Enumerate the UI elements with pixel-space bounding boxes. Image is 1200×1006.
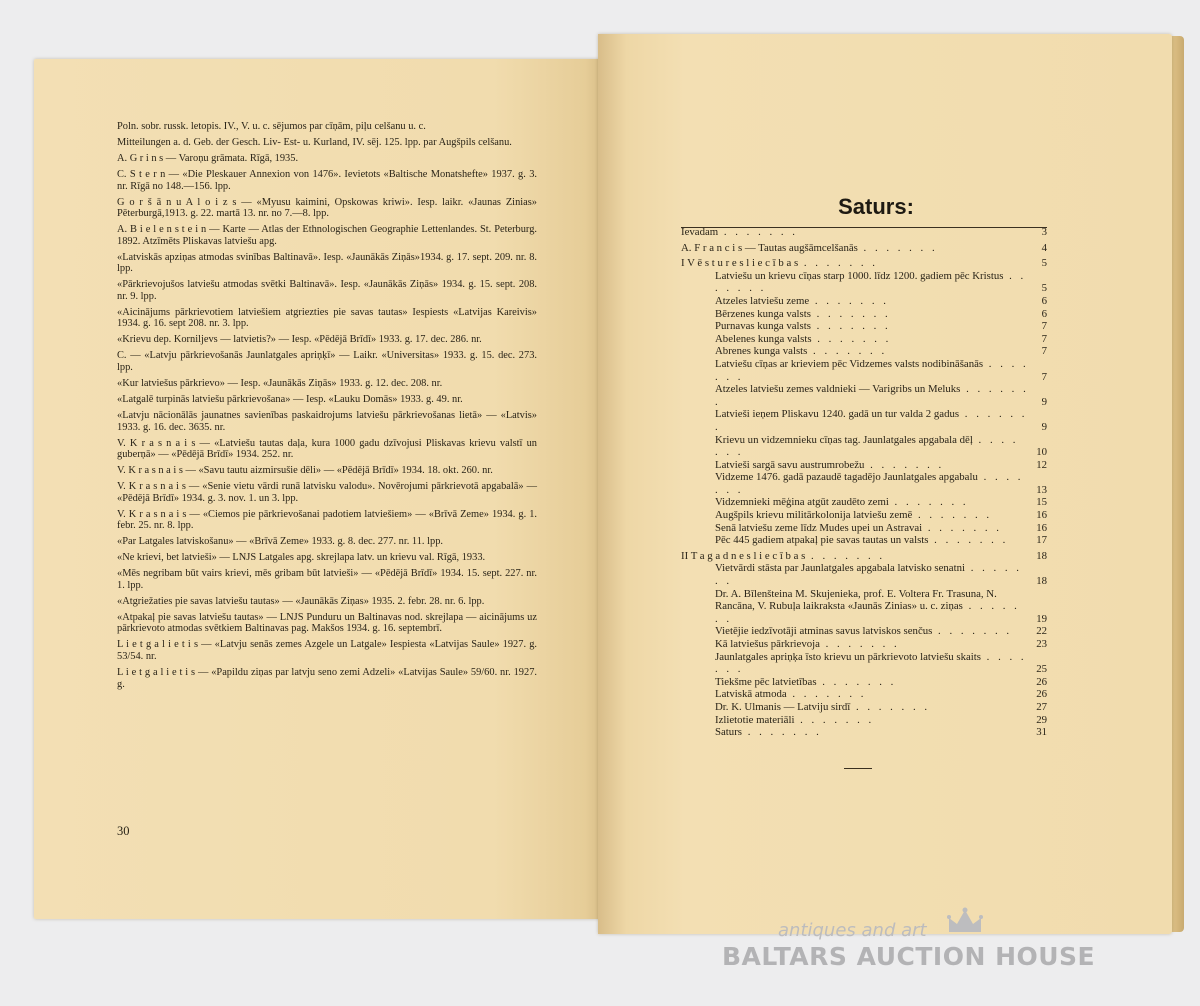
reference-entry: «Atgriežaties pie savas latviešu tautas» — «Jaunākās Ziņas» 1935. 2. febr. 28. nr. 6. lpp. <box>117 595 485 607</box>
toc-entry <box>681 333 1047 346</box>
toc-page-number: 6 <box>1041 307 1047 320</box>
toc-page-number: 7 <box>1041 332 1047 345</box>
toc-entry-title: Abrenes kunga valsts <box>715 345 808 358</box>
toc-page-number: 19 <box>1036 612 1047 625</box>
dot-leader: . . . . . . . <box>715 433 1019 459</box>
toc-entry <box>681 408 1047 433</box>
toc-page-number: 9 <box>1041 420 1047 433</box>
toc-entry-title: Dr. K. Ulmanis — Latviju sirdī <box>715 700 851 713</box>
reference-entry: «Krievu dep. Korniljevs — latvietis?» — Iesp. «Pēdējā Brīdī» 1933. g. 17. dec. 286. nr. <box>117 334 482 346</box>
dot-leader: . . . . . . . <box>819 638 900 650</box>
toc-page-number: 3 <box>1041 226 1047 238</box>
toc-page-number: 5 <box>1041 282 1047 295</box>
toc-entry <box>681 295 1047 308</box>
reference-entry: «Par Latgales latviskošanu» — «Brīvā Zeme» 1933. g. 8. dec. 277. nr. 11. lpp. <box>117 536 443 548</box>
reference-entry: «Atpakaļ pie savas latviešu tautas» — LNJS Punduru un Baltinavas nod. skrejlapa — aicinājums uz pārkrievoto atmodas svētkiem Baltinavas pag. Makšos 1934. g. 16. septembrī. <box>117 611 537 635</box>
reference-entry: V. K r a s n a i s — «Senie vietu vārdi runā latvisku valodu». Novērojumi pārkrievotā apgabalā» — «Pēdējā Brīdī» 1934. g. 3. nov. 1. un 3. lpp. <box>117 481 537 504</box>
page-number: 30 <box>117 824 130 838</box>
reference-entry: Mitteilungen a. d. Geb. der Gesch. Liv- Est- u. Kurland, IV. sēj. 125. lpp. par Augšpils celšanu. <box>117 136 512 148</box>
dot-leader: . . . . . . . <box>715 471 1024 496</box>
toc-page-number: 13 <box>1036 483 1047 496</box>
toc-entry-title: Atzeles latviešu zemes valdnieki — Varigribs un Meluks <box>715 383 961 396</box>
reference-entry: A. G r i n s — Varoņu grāmata. Rīgā, 1935. <box>117 152 299 164</box>
reference-entry: «Latviskās apziņas atmodas svinības Baltinavā». Iesp. «Jaunākās Ziņās»1934. g. 17. sept. 209. nr. 8. lpp. <box>117 251 537 275</box>
dot-leader: . . . . . . . <box>922 521 1002 534</box>
toc-page-number: 29 <box>1036 713 1047 726</box>
toc-entry <box>681 588 1047 626</box>
dot-leader: . . . . . . . <box>715 357 1029 383</box>
toc-page-number: 17 <box>1036 534 1047 547</box>
toc-entry-title: Krievu un vidzemnieku cīņas tag. Jaunlatgales apgabala dēļ <box>715 433 973 446</box>
toc-entry-title: I V ē s t u r e s l i e c ī b a s <box>681 257 799 270</box>
toc-entry-title: Saturs <box>715 726 742 739</box>
toc-entry-title: Jaunlatgales apriņķa īsto krievu un pārkrievoto latviešu skaits <box>715 650 981 663</box>
toc-page-number: 16 <box>1036 521 1047 534</box>
toc-entry <box>681 308 1047 321</box>
reference-entry: V. K r a s n a i s — «Latviešu tautas daļa, kura 1000 gadu dzīvojusi Pliskavas krievu valstī un guberņā» — «Pēdējā Brīdī» 1934. 252. nr. <box>117 437 537 461</box>
toc-entry-title: Vidzeme 1476. gadā pazaudē tagadējo Jaunlatgales apgabalu <box>715 471 978 484</box>
toc-entry-title: Abelenes kunga valsts <box>715 332 812 345</box>
toc-section <box>681 226 1047 239</box>
toc-entry <box>681 383 1047 408</box>
reference-entry: «Ne krievi, bet latvieši» — LNJS Latgales apg. skrejlapa latv. un krievu val. Rīgā, 1933. <box>117 552 486 564</box>
toc-section <box>681 257 1047 270</box>
reference-entry: C. — «Latvju pārkrievošanās Jaunlatgales apriņķī» — Laikr. «Universitas» 1933. g. 15. dec. 273. lpp. <box>117 350 537 373</box>
toc-entry <box>681 434 1047 459</box>
toc-page-number: 23 <box>1036 638 1047 650</box>
toc-entry <box>681 534 1047 547</box>
toc-entry-title: Atzeles latviešu zeme <box>715 294 810 307</box>
toc-entry <box>681 676 1047 689</box>
toc-page-number: 7 <box>1041 345 1047 358</box>
dot-leader: . . . . . . . <box>932 625 1013 638</box>
dot-leader: . . . . . . . <box>715 600 1020 625</box>
toc-entry-title: II T a g a d n e s l i e c ī b a s <box>681 549 806 562</box>
toc-page-number: 18 <box>1036 549 1047 562</box>
dot-leader: . . . . . . . <box>715 383 1029 408</box>
toc-entry <box>681 625 1047 638</box>
toc-entry-title: A. F r a n c i s — Tautas augšāmcelšanās <box>681 241 858 254</box>
toc-page-number: 26 <box>1036 675 1047 688</box>
toc-entry <box>681 496 1047 509</box>
reference-entry: L i e t g a l i e t i s — «Papildu ziņas par latvju seno zemi Adzeli» «Latvijas Saule» 59/60. nr. 1927. g. <box>117 666 537 690</box>
toc-page-number: 10 <box>1036 446 1047 459</box>
toc-entry <box>681 471 1047 496</box>
toc-entry <box>681 688 1047 701</box>
reference-entry: «Latgalē turpinās latviešu pārkrievošana» — Iesp. «Lauku Domās» 1933. g. 49. nr. <box>117 393 463 405</box>
dot-leader: . . . . . . . <box>786 688 867 701</box>
toc-entry <box>681 638 1047 651</box>
toc-page-number: 25 <box>1036 663 1047 676</box>
toc-entry-title: Vidzemnieki mēģina atgūt zaudēto zemi <box>715 496 889 509</box>
toc-page-number: 18 <box>1036 575 1047 588</box>
toc-entry-title: Purnavas kunga valsts <box>715 320 811 333</box>
dot-leader: . . . . . . . <box>742 726 822 739</box>
toc-entry <box>681 345 1047 358</box>
reference-entry: Poln. sobr. russk. letopis. IV., V. u. c. sējumos par cīņām, piļu celšanu u. c. <box>117 121 426 132</box>
reference-entry: V. K r a s n a i s — «Savu tautu aizmirsušie dēli» — «Pēdējā Brīdī» 1934. 18. okt. 260. nr. <box>117 465 493 477</box>
dot-leader: . . . . . . . <box>715 408 1028 433</box>
dot-leader: . . . . . . . <box>798 257 878 270</box>
reference-entry: C. S t e r n — «Die Pleskauer Annexion von 1476». Ievietots «Baltische Monatshefte» 1937. g. 3. nr. Rīgā no 148.—156. lpp. <box>117 168 537 192</box>
toc-entry <box>681 726 1047 739</box>
dot-leader: . . . . . . . <box>718 226 798 238</box>
reference-entry: «Aicinājums pārkrievotiem latviešiem atgriezties pie savas tautas» Iespiests «Latvijas Kareivis» 1934. g. 16. sept 208. nr. 3. lpp. <box>117 306 537 330</box>
toc-entry-title: Pēc 445 gadiem atpakaļ pie savas tautas un valsts <box>715 534 929 547</box>
toc-entry-title: Ievadam <box>681 226 719 238</box>
toc-entry-title: Vietvārdi stāsta par Jaunlatgales apgabala latvisko senatni <box>715 562 965 575</box>
toc-entry-title: Latvieši sargā savu austrumrobežu <box>715 458 865 471</box>
toc-entry <box>681 701 1047 714</box>
dot-leader: . . . . . . . <box>810 307 891 320</box>
dot-leader: . . . . . . . <box>816 675 897 688</box>
dot-leader: . . . . . . . <box>912 509 993 522</box>
reference-entry: «Latvju nācionālās jaunatnes savienības paskaidrojums latviešu pārkrievošanas lietā» — «Latvis» 1933. g. 16. dec. 3635. nr. <box>117 409 537 433</box>
toc-entry-title: Dr. A. Bīlenšteina M. Skujenieka, prof. E. Voltera Fr. Trasuna, N. Rancāna, V. Rubuļa laikraksta «Jaunās Zinias» u. c. ziņas <box>715 587 997 613</box>
toc-entry <box>681 522 1047 535</box>
dot-leader: . . . . . . . <box>809 294 889 307</box>
toc-page-number: 4 <box>1041 241 1047 254</box>
toc-page-number: 9 <box>1041 395 1047 408</box>
toc-entry-title: Latviešu un krievu cīņas starp 1000. līdz 1200. gadiem pēc Kristus <box>715 269 1004 282</box>
watermark-brand: BALTARS AUCTION HOUSE <box>722 942 1096 971</box>
toc-entry <box>681 509 1047 522</box>
toc-entry <box>681 459 1047 472</box>
dot-leader: . . . . . . . <box>857 241 938 254</box>
toc-entry <box>681 651 1047 676</box>
toc-entry-title: Latviešu cīņas ar krieviem pēc Vidzemes valsts nodibināšanās <box>715 357 984 370</box>
dot-leader: . . . . . . . <box>888 496 969 509</box>
toc-entry-title: Izlietotie materiāli <box>715 713 795 726</box>
toc-page-number: 12 <box>1036 458 1047 471</box>
toc-entry-title: Bērzenes kunga valsts <box>715 307 811 320</box>
reference-entry: A. B i e l e n s t e i n — Karte — Atlas der Ethnologischen Geographie Lettenlandes. St. Peterburg. 1892. Atzīmēts Pliskavas latviešu apg. <box>117 224 537 247</box>
toc-entry <box>681 270 1047 295</box>
dot-leader: . . . . . . . <box>794 713 875 726</box>
dot-leader: . . . . . . . <box>805 549 886 562</box>
toc-page-number: 27 <box>1036 700 1047 713</box>
toc-page-number: 22 <box>1036 625 1047 638</box>
toc-page-number: 6 <box>1041 294 1047 307</box>
dot-leader: . . . . . . . <box>928 534 1009 547</box>
table-of-contents <box>681 226 1047 739</box>
toc-page-number: 7 <box>1041 370 1047 383</box>
toc-entry-title: Augšpils krievu militārkolonija latviešu zemē <box>715 509 913 522</box>
dot-leader: . . . . . . . <box>715 650 1027 676</box>
reference-entry: L i e t g a l i e t i s — «Latvju senās zemes Azgele un Latgale» Iespiesta «Latvijas Saule» 1927. g. 53/54. nr. <box>117 639 537 662</box>
watermark-tagline: antiques and art <box>778 920 927 941</box>
toc-entry-title: Kā latviešus pārkrievoja <box>715 638 820 650</box>
toc-title: Saturs: <box>838 194 914 219</box>
toc-section <box>681 550 1047 563</box>
toc-page-number: 31 <box>1036 726 1047 739</box>
end-dash <box>844 768 872 769</box>
toc-entry <box>681 358 1047 383</box>
toc-entry <box>681 562 1047 587</box>
reference-entry: V. K r a s n a i s — «Ciemos pie pārkrievošanai padotiem latviešiem» — «Brīvā Zeme» 1934. g. 1. febr. 25. nr. 8. lpp. <box>117 508 537 532</box>
toc-page-number: 7 <box>1041 320 1047 333</box>
toc-entry-title: Senā latviešu zeme līdz Mudes upei un Astravai <box>715 521 923 534</box>
reference-entry: «Mēs negribam būt vairs krievi, mēs gribam būt latvieši» — «Pēdējā Brīdī» 1934. 15. sept. 227. nr. 1. lpp. <box>117 568 537 591</box>
watermark <box>722 916 1122 980</box>
dot-leader: . . . . . . . <box>715 269 1027 295</box>
dot-leader: . . . . . . . <box>864 458 945 471</box>
toc-entry <box>681 714 1047 727</box>
reference-entry: «Kur latviešus pārkrievo» — Iesp. «Jaunākās Ziņās» 1933. g. 12. dec. 208. nr. <box>117 377 443 389</box>
toc-entry-title: Latvieši ieņem Pliskavu 1240. gadā un tur valda 2 gadus <box>715 408 960 421</box>
toc-entry <box>681 320 1047 333</box>
toc-page-number: 15 <box>1036 496 1047 509</box>
toc-page-number: 26 <box>1036 688 1047 701</box>
reference-list <box>117 121 537 695</box>
dot-leader: . . . . . . . <box>850 700 931 713</box>
toc-page-number: 5 <box>1041 257 1047 270</box>
toc-entry-title: Vietējie iedzīvotāji atminas savus latviskos senčus <box>715 625 933 638</box>
toc-entry-title: Latviskā atmoda <box>715 688 787 701</box>
reference-entry: G o r š ā n u A l o i z s — «Myusu kaimini, Opskowas kriwi». Iesp. laikr. «Jaunas Zinias» Pēterburgā,1913. g. 22. martā 13. nr. no 7.—8. lpp. <box>117 196 537 220</box>
dot-leader: . . . . . . . <box>811 332 892 345</box>
toc-entry-title: Tiekšme pēc latvietības <box>715 675 817 688</box>
toc-section <box>681 242 1047 255</box>
crown-icon <box>945 906 985 936</box>
reference-entry: «Pārkrievojušos latviešu atmodas svētki Baltinavā». Iesp. «Jaunākās Ziņās» 1934. g. 15. sept. 208. nr. 9. lpp. <box>117 279 537 302</box>
dot-leader: . . . . . . . <box>715 562 1022 588</box>
dot-leader: . . . . . . . <box>810 320 891 333</box>
dot-leader: . . . . . . . <box>807 345 888 358</box>
toc-page-number: 16 <box>1036 509 1047 522</box>
